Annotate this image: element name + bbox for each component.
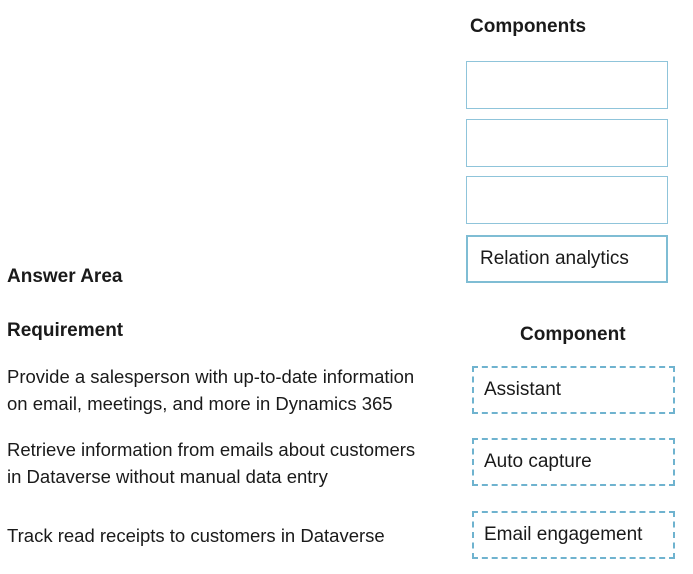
component-slot-3[interactable] — [466, 176, 668, 224]
answer-area-heading: Answer Area — [7, 266, 123, 287]
requirement-text-1 — [7, 363, 414, 417]
requirement-1-line-1: Provide a salesperson with up-to-date information — [7, 366, 415, 387]
requirement-1-line-2: on email, meetings, and more in Dynamics 365 — [7, 393, 393, 414]
component-relation-analytics[interactable]: Relation analytics — [466, 235, 668, 283]
answer-drop-target-1[interactable]: Assistant — [472, 366, 675, 414]
component-slot-1[interactable] — [466, 61, 668, 109]
requirement-text-3 — [7, 522, 385, 549]
components-heading: Components — [470, 16, 587, 37]
component-column-header: Component — [520, 324, 626, 345]
requirement-3-line-1: Track read receipts to customers in Dataverse — [7, 525, 385, 546]
answer-drop-target-3[interactable]: Email engagement — [472, 511, 675, 559]
requirement-column-header: Requirement — [7, 320, 124, 341]
requirement-2-line-1: Retrieve information from emails about customers — [7, 439, 416, 460]
component-slot-2[interactable] — [466, 119, 668, 167]
answer-drop-target-2[interactable]: Auto capture — [472, 438, 675, 486]
requirement-2-line-2: in Dataverse without manual data entry — [7, 466, 328, 487]
requirement-text-2 — [7, 436, 415, 490]
